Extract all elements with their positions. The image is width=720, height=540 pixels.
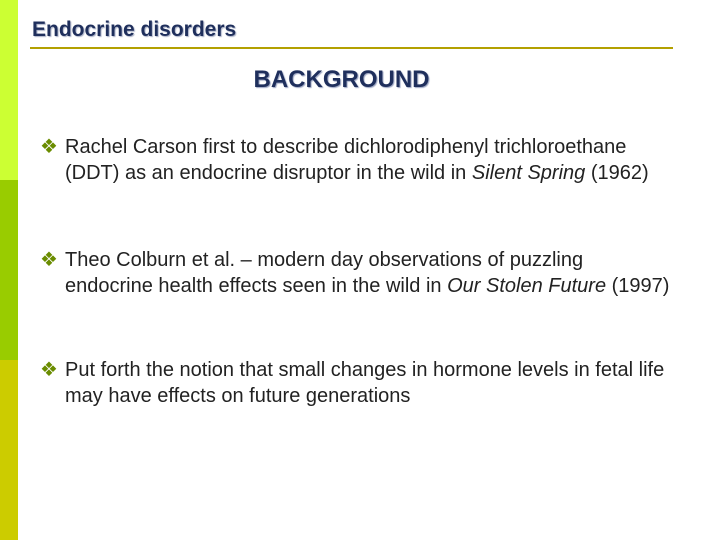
diamond-bullet-icon: ❖ (40, 359, 58, 381)
bullet-text-year: (1962) (585, 162, 649, 184)
bullet-text-main: Put forth the notion that small changes in hormone levels in fetal life may have effects on future generations (65, 359, 665, 407)
bullet-item-3 (40, 357, 670, 409)
bullet-text-italic-title: Silent Spring (471, 162, 586, 184)
bullet-item-1 (40, 134, 670, 186)
bullet-text-main: Theo Colburn et al. – modern day observations of puzzling endocrine health effects seen in the wild in (65, 249, 584, 297)
side-bar-middle-segment (0, 180, 18, 360)
section-heading: BACKGROUND (253, 66, 430, 93)
bullet-text-main: Rachel Carson first to describe dichlorodiphenyl trichloroethane (DDT) as an endocrine disruptor in the wild in (65, 136, 627, 184)
slide-title: Endocrine disorders (32, 18, 237, 41)
bullet-text (40, 357, 670, 409)
bullet-item-2 (40, 247, 670, 299)
bullet-text (40, 134, 670, 186)
diamond-bullet-icon: ❖ (40, 249, 58, 271)
side-bar-bottom-segment (0, 360, 18, 540)
bullet-text-year: (1997) (606, 275, 670, 297)
diamond-bullet-icon: ❖ (40, 136, 58, 158)
bullet-text-italic-title: Our Stolen Future (447, 275, 607, 297)
bullet-text (40, 247, 670, 299)
title-underline (30, 47, 673, 49)
